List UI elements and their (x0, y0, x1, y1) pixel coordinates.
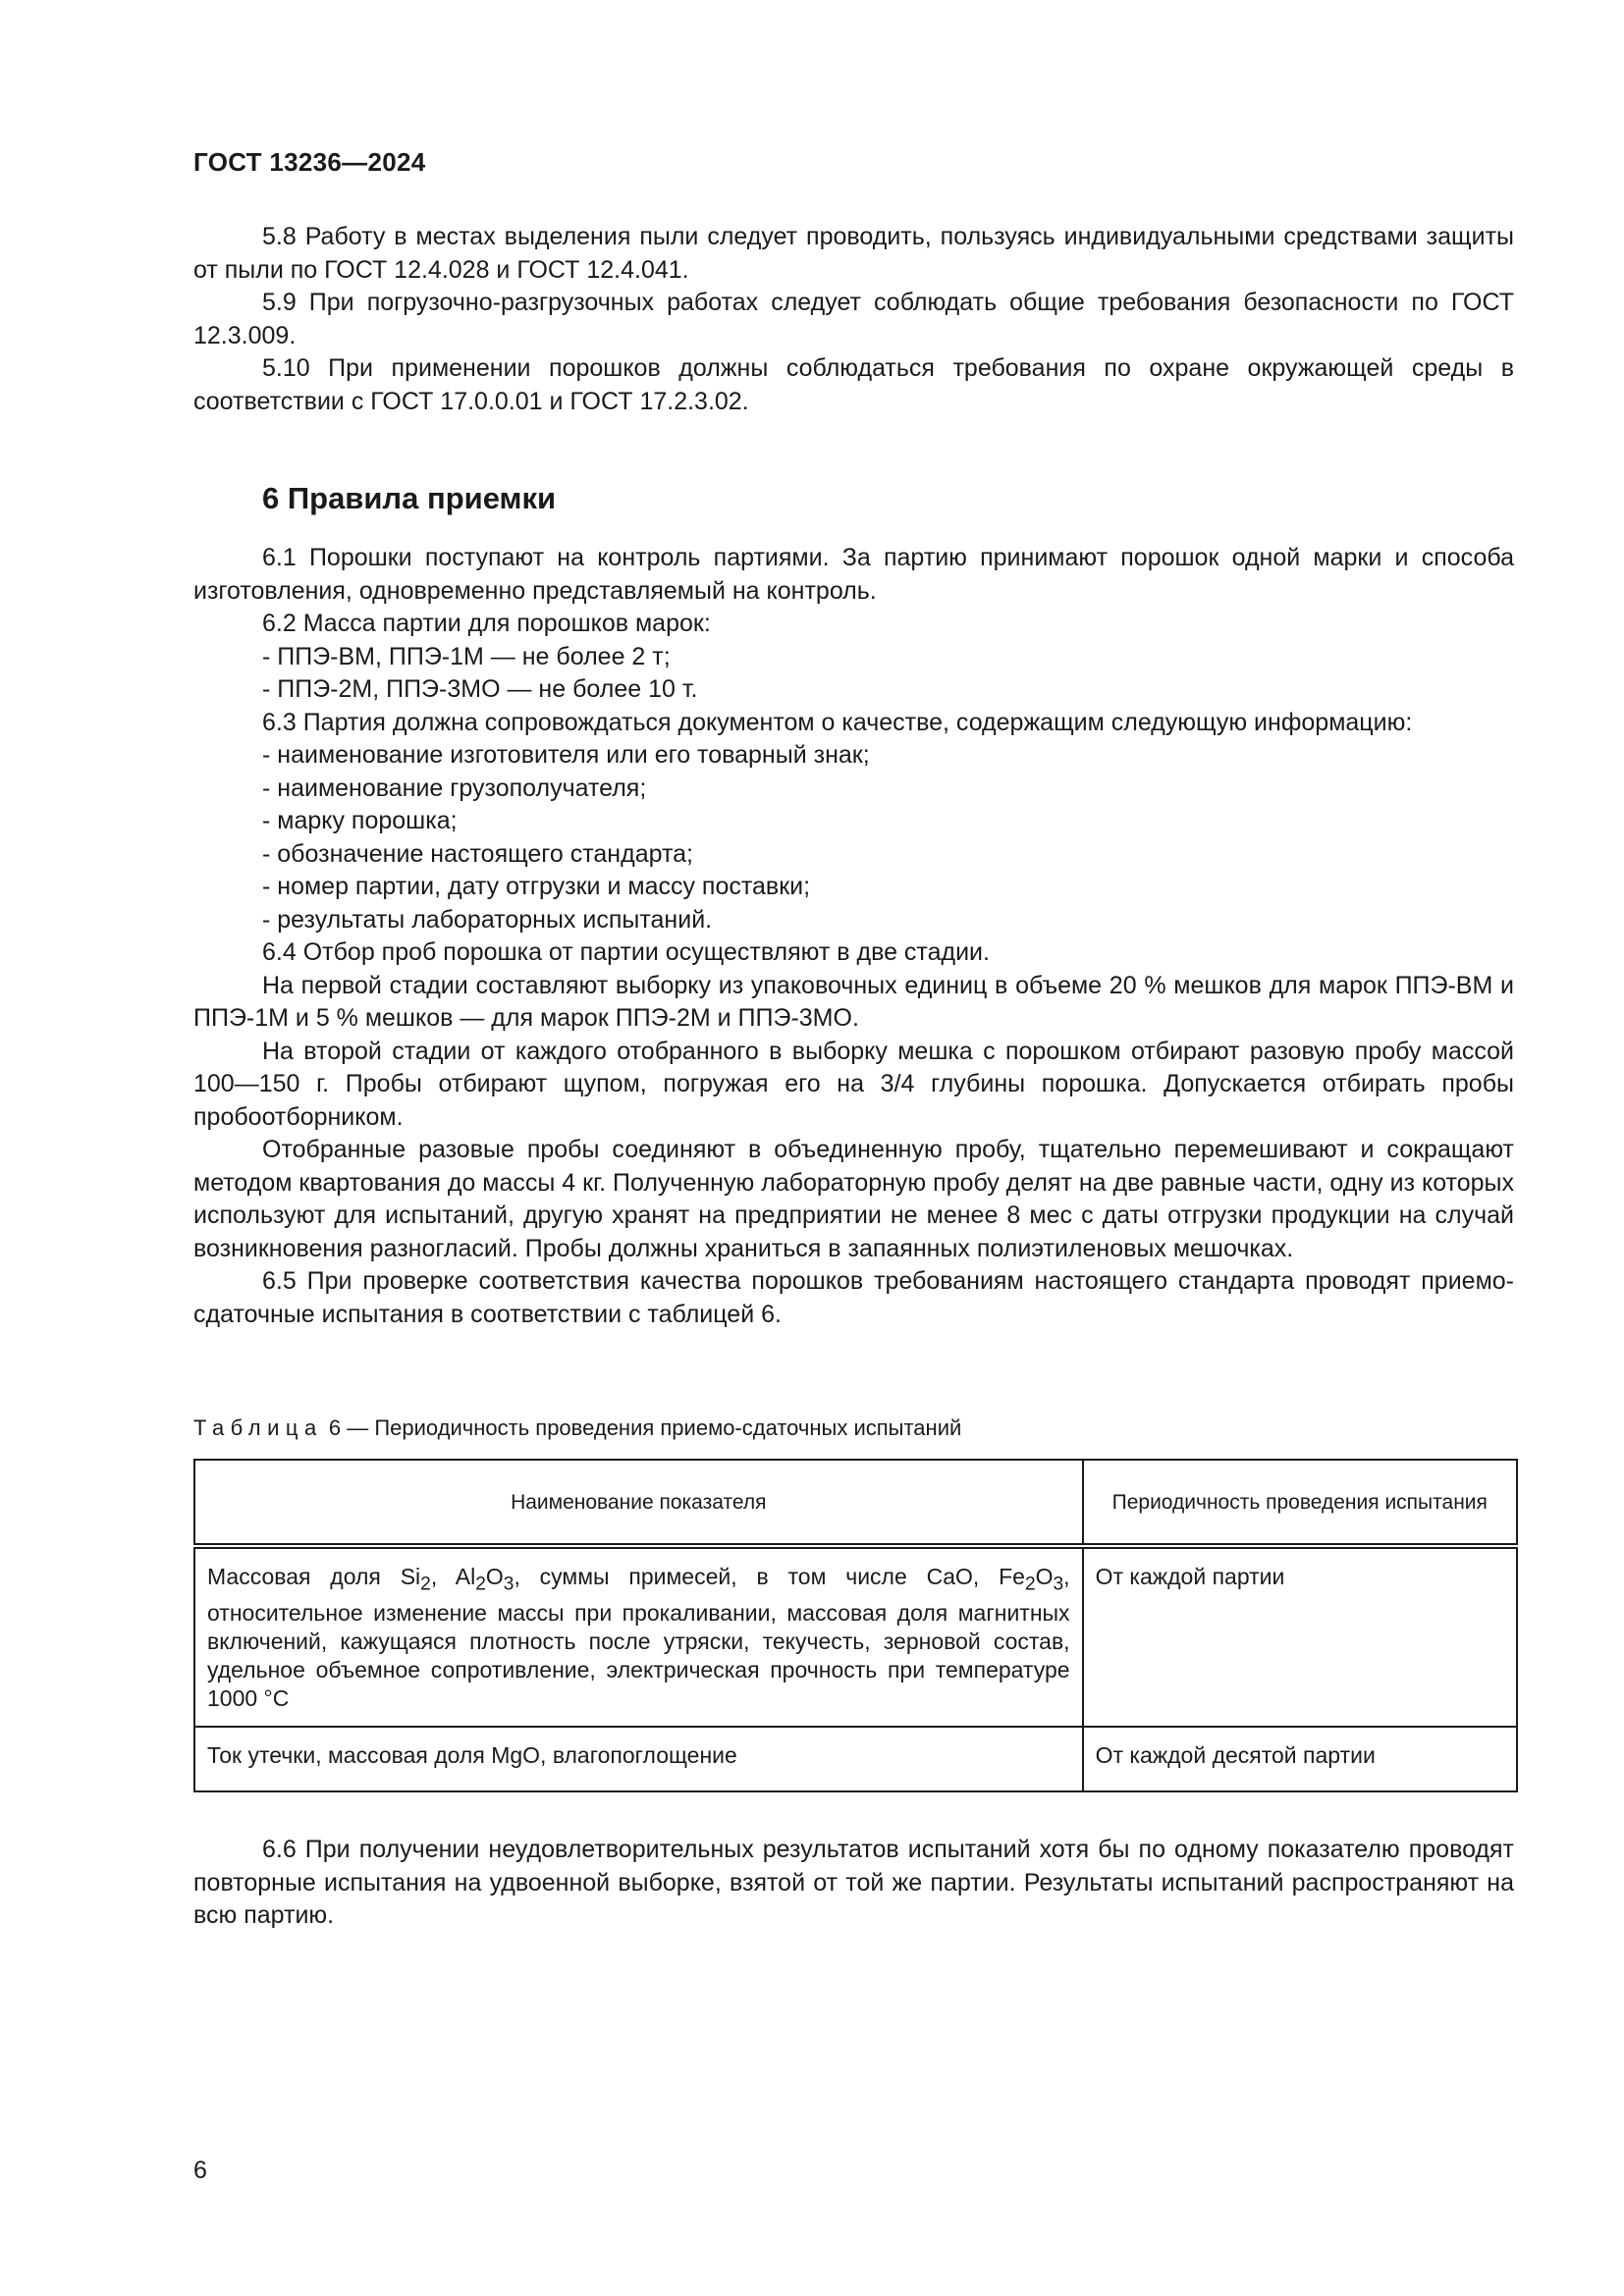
paragraph-6-4-stage-1: На первой стадии составляют выборку из упаковочных единиц в объеме 20 % мешков для марок ППЭ-ВМ и ППЭ-1М и 5 % мешков — для марок ППЭ-2М и ППЭ-3МО. (193, 971, 1514, 1032)
paragraph-6-1: 6.1 Порошки поступают на контроль партиями. За партию принимают порошок одной марки и способа изготовления, одновременно представляемый на контроль. (193, 544, 1514, 605)
table-cell-periodicity: От каждой десятой партии (1083, 1727, 1517, 1791)
section-6-body (193, 542, 1514, 1331)
table-cell-indicator: Массовая доля $Si_2$, $Al_2O_3$, суммы примесей, в том числе CaO, $Fe_2O_3$, относительное изменение массы при прокаливании, массовая доля магнитных включений, кажущаяся плотность после утряски, текучесть, зерновой состав, удельное объемное сопротивление, электрическая прочность при температуре 1000 °С (194, 1546, 1083, 1727)
column-header-periodicity: Периодичность проведения испытания (1083, 1460, 1517, 1546)
paragraph-5-8: 5.8 Работу в местах выделения пыли следует проводить, пользуясь индивидуальными средствами защиты от пыли по ГОСТ 12.4.028 и ГОСТ 12.4.041. (193, 223, 1514, 284)
table-header-row (194, 1460, 1517, 1546)
paragraph-5-10: 5.10 При применении порошков должны соблюдаться требования по охране окружающей среды в соответствии с ГОСТ 17.0.0.01 и ГОСТ 17.2.3.02. (193, 354, 1514, 415)
list-item: - обозначение настоящего стандарта; (262, 839, 693, 868)
list-item: - марку порошка; (262, 807, 458, 834)
table-caption-title: 6 — Периодичность проведения приемо-сдаточных испытаний (322, 1415, 962, 1440)
table-row (194, 1546, 1517, 1727)
paragraph-6-2: 6.2 Масса партии для порошков марок: (262, 610, 711, 637)
column-header-indicator: Наименование показателя (194, 1460, 1083, 1546)
paragraph-6-4-combined: Отобранные разовые пробы соединяют в объединенную пробу, тщательно перемешивают и сокращают методом квартования до массы 4 кг. Полученную лабораторную пробу делят на две равные части, одну из которых используют для испытаний, другую хранят на предприятии не менее 8 мес с даты отгрузки продукции на случай возникновения разногласий. Пробы должны храниться в запаянных полиэтиленовых мешочках. (193, 1136, 1514, 1262)
document-header: ГОСТ 13236—2024 (193, 147, 426, 177)
paragraph-5-9: 5.9 При погрузочно-разгрузочных работах следует соблюдать общие требования безопасности по ГОСТ 12.3.009. (193, 289, 1514, 349)
section-5-continuation (193, 221, 1514, 418)
list-item: - ППЭ-ВМ, ППЭ-1М — не более 2 т; (262, 642, 671, 670)
table-row (194, 1727, 1517, 1791)
page-number: 6 (193, 2157, 207, 2184)
section-6-title: 6 Правила приемки (262, 481, 557, 515)
table-caption-label: Таблица (193, 1415, 323, 1440)
table-6 (193, 1459, 1518, 1792)
table-6-caption (193, 1415, 961, 1442)
list-item: - наименование грузополучателя; (262, 774, 647, 802)
paragraph-6-4-stage-2: На второй стадии от каждого отобранного в выборку мешка с порошком отбирают разовую пробу массой 100—150 г. Пробы отбирают щупом, погружая его на 3/4 глубины порошка. Допускается отбирать пробы пробоотборником. (193, 1037, 1514, 1131)
paragraph-6-3: 6.3 Партия должна сопровождаться документом о качестве, содержащим следующую информацию: (262, 708, 1413, 736)
table-cell-indicator: Ток утечки, массовая доля MgO, влагопоглощение (194, 1727, 1083, 1791)
table-cell-periodicity: От каждой партии (1083, 1546, 1517, 1727)
paragraph-6-6: 6.6 При получении неудовлетворительных результатов испытаний хотя бы по одному показателю проводят повторные испытания на удвоенной выборке, взятой от той же партии. Результаты испытаний распространяют на всю партию. (193, 1836, 1514, 1929)
list-item: - наименование изготовителя или его товарный знак; (262, 741, 870, 769)
section-6-after-table (193, 1834, 1514, 1933)
paragraph-6-5: 6.5 При проверке соответствия качества порошков требованиям настоящего стандарта проводят приемо-сдаточные испытания в соответствии с таблицей 6. (193, 1267, 1514, 1328)
list-item: - ППЭ-2М, ППЭ-3МО — не более 10 т. (262, 675, 698, 703)
list-item: - результаты лабораторных испытаний. (262, 905, 713, 934)
paragraph-6-4: 6.4 Отбор проб порошка от партии осуществляют в две стадии. (262, 938, 990, 966)
list-item: - номер партии, дату отгрузки и массу поставки; (262, 873, 811, 900)
